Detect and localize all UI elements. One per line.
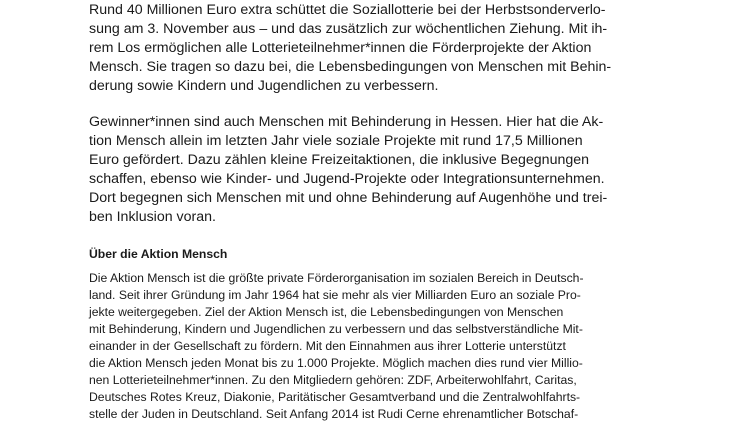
text-line: Euro gefördert. Dazu zählen kleine Freizeitaktionen, die inklusive Begegnungen xyxy=(89,152,590,168)
text-line: Die Aktion Mensch ist die größte private Förderorganisation im sozialen Bereich in Deutsch- xyxy=(89,271,584,285)
text-line: Gewinner*innen sind auch Menschen mit Behinderung in Hessen. Hier hat die Ak- xyxy=(89,114,604,130)
text-line: sung am 3. November aus – und das zusätzlich zur wöchentlichen Ziehung. Mit ih- xyxy=(89,21,608,37)
text-line: rem Los ermöglichen alle Lotterieteilnehmer*innen die Förderprojekte der Aktion xyxy=(89,40,592,56)
text-line: Deutsches Rotes Kreuz, Diakonie, Paritätischer Gesamtverband und die Zentralwohlfahrts- xyxy=(89,390,581,404)
text-line: tion Mensch allein im letzten Jahr viele soziale Projekte mit rund 17,5 Millionen xyxy=(89,133,583,149)
text-line: stelle der Juden in Deutschland. Seit Anfang 2014 ist Rudi Cerne ehrenamtlicher Botschaf- xyxy=(89,407,579,421)
text-line: land. Seit ihrer Gründung im Jahr 1964 hat sie mehr als vier Milliarden Euro an soziale Pro- xyxy=(89,288,581,302)
text-line: die Aktion Mensch jeden Monat bis zu 1.000 Projekte. Möglich machen dies rund vier Millio- xyxy=(89,356,583,370)
text-line: ben Inklusion voran. xyxy=(89,209,216,225)
about-paragraph xyxy=(89,270,629,423)
hessen-paragraph xyxy=(89,113,629,227)
text-line: mit Behinderung, Kindern und Jugendlichen zu verbessern und das selbstverständliche Mit- xyxy=(89,322,583,336)
text-line: Mensch. Sie tragen so dazu bei, die Lebensbedingungen von Menschen mit Behin- xyxy=(89,59,612,75)
text-line: einander in der Gesellschaft zu fördern. Mit den Einnahmen aus ihrer Lotterie unterstützt xyxy=(89,339,566,353)
text-line: derung sowie Kindern und Jugendlichen zu verbessern. xyxy=(89,78,439,94)
text-line: jekte weitergegeben. Ziel der Aktion Mensch ist, die Lebensbedingungen von Menschen xyxy=(89,305,564,319)
about-heading: Über die Aktion Mensch xyxy=(89,247,228,261)
text-line: Rund 40 Millionen Euro extra schüttet die Soziallotterie bei der Herbstsonderverlo- xyxy=(89,2,606,18)
text-line: Dort begegnen sich Menschen mit und ohne Behinderung auf Augenhöhe und trei- xyxy=(89,190,608,206)
text-line: nen Lotterieteilnehmer*innen. Zu den Mitgliedern gehören: ZDF, Arbeiterwohlfahrt, Caritas, xyxy=(89,373,577,387)
text-line: schaffen, ebenso wie Kinder- und Jugend-Projekte oder Integrationsunternehmen. xyxy=(89,171,605,187)
intro-paragraph xyxy=(89,1,629,96)
